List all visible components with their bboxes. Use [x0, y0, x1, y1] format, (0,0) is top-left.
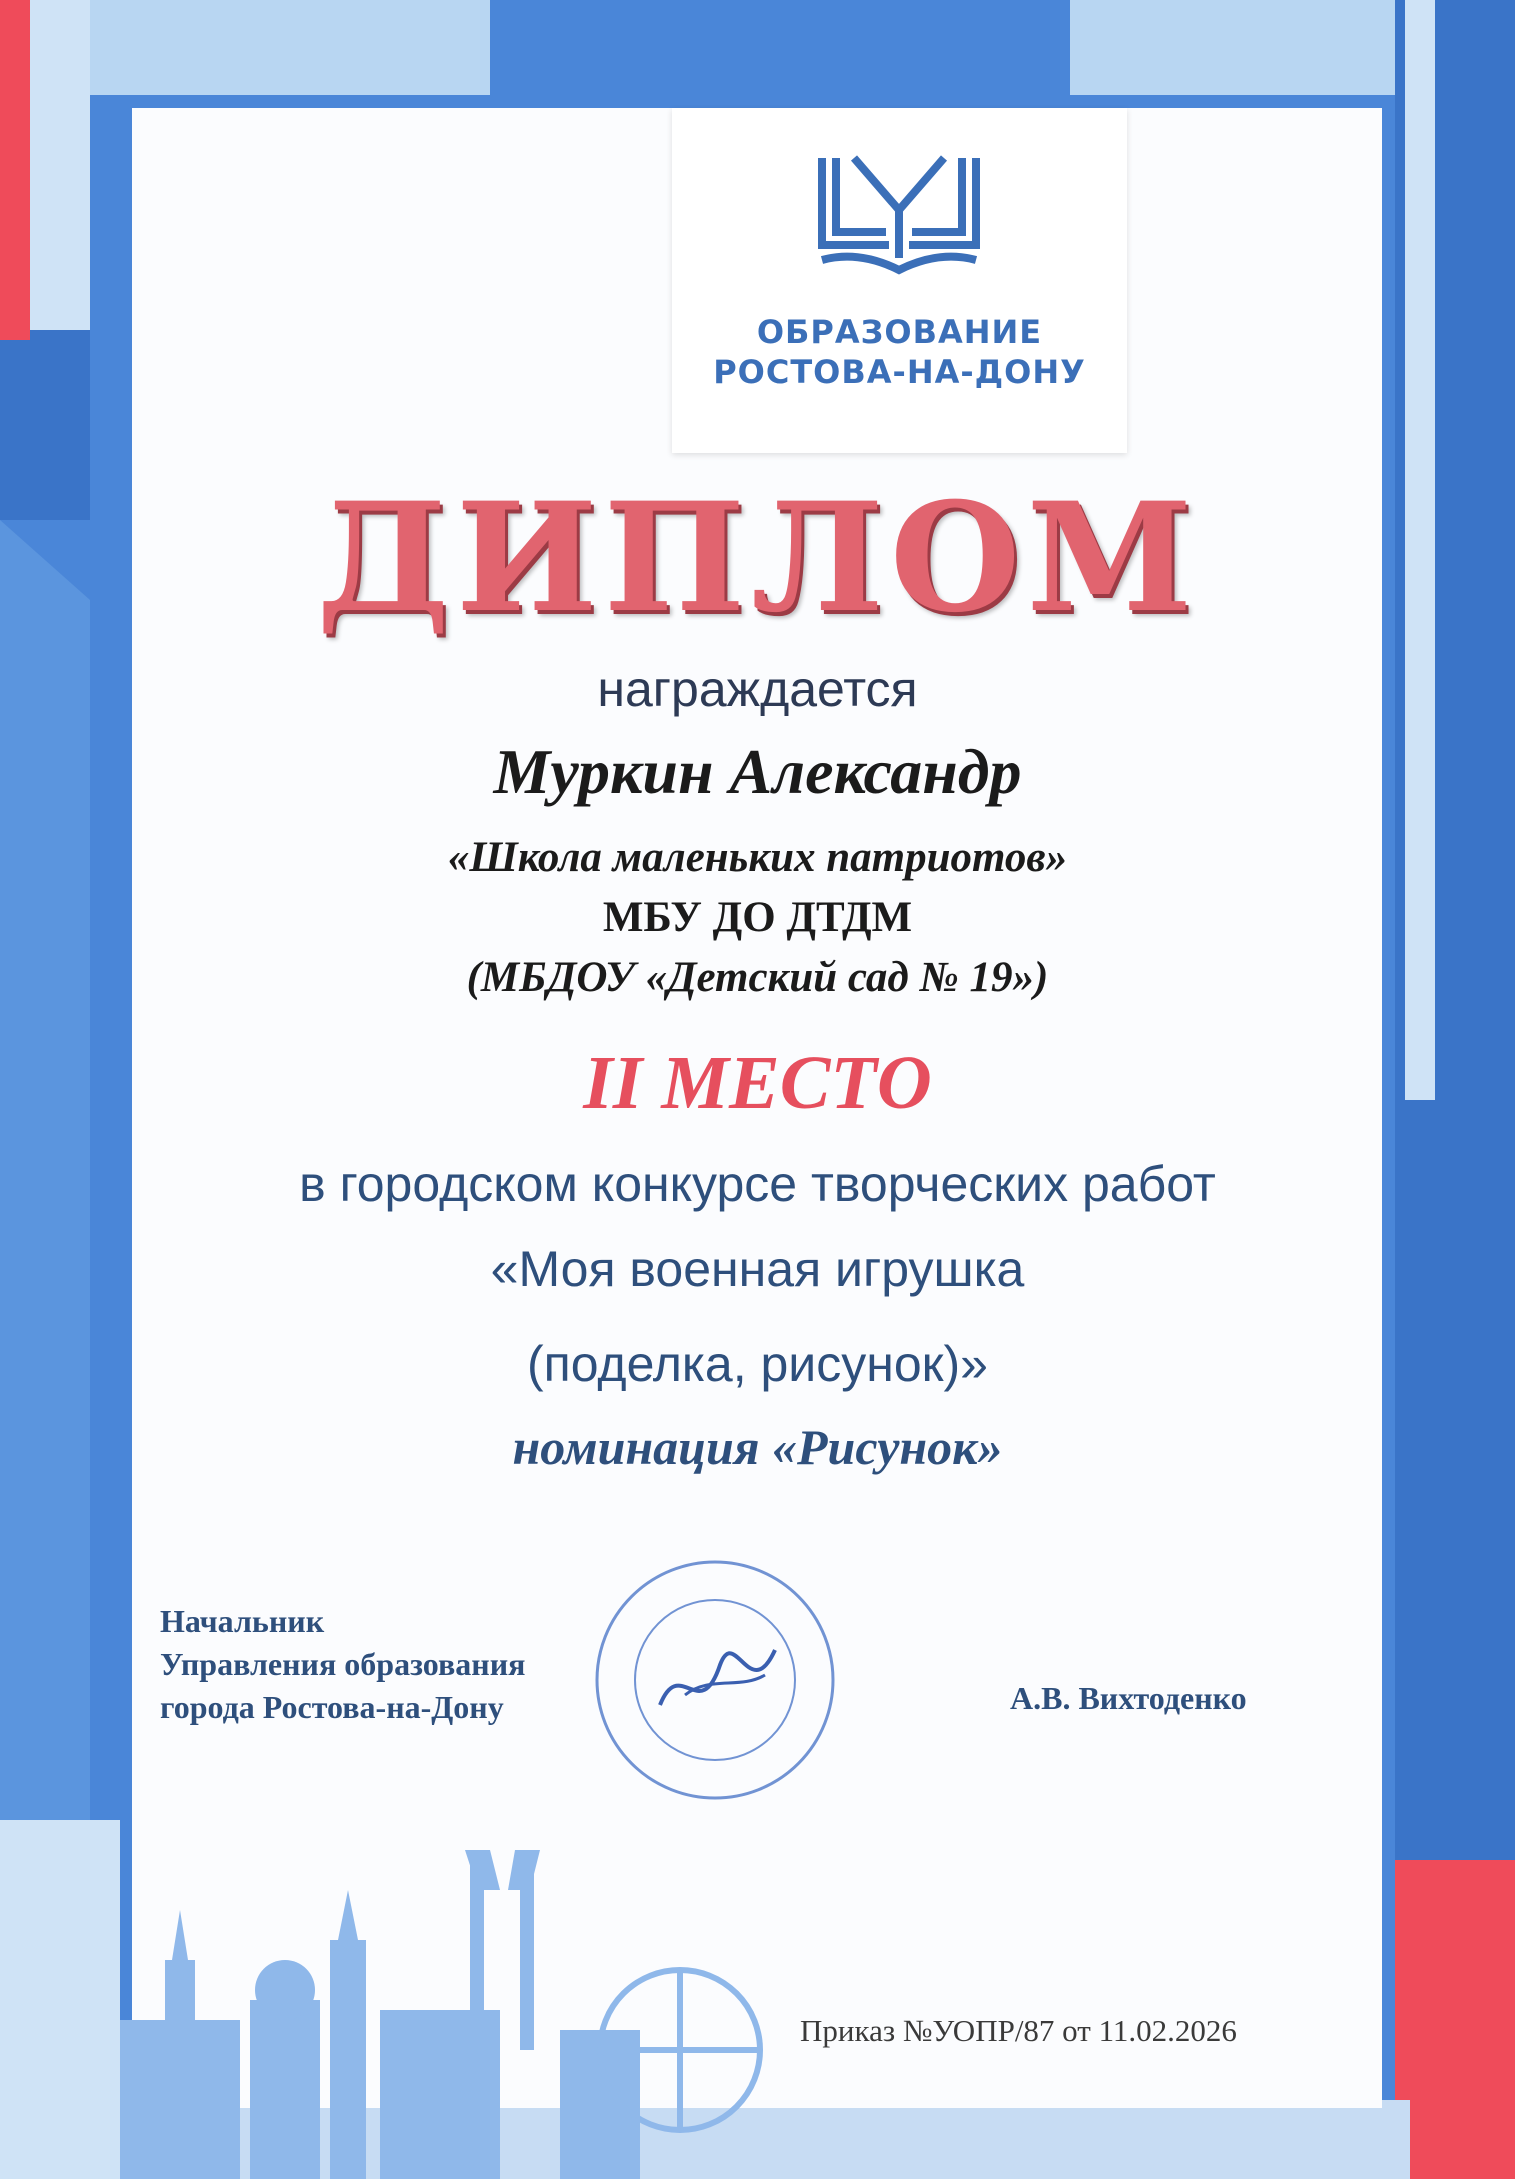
- award-place: II МЕСТО: [583, 1041, 932, 1125]
- contest-description: в городском конкурсе творческих работ: [299, 1156, 1216, 1212]
- book-logo-icon: [814, 150, 984, 290]
- recipient-organization-detail: (МБДОУ «Детский сад № 19»): [466, 954, 1049, 1001]
- signer-position-line-1: Начальник: [160, 1603, 325, 1639]
- recipient-group: «Школа маленьких патриотов»: [447, 834, 1068, 881]
- signer-position-line-2: Управления образования: [160, 1646, 526, 1682]
- diploma-title: ДИПЛОМ: [316, 470, 1199, 646]
- logo-panel: [672, 108, 1127, 453]
- signer-position: [160, 1600, 525, 1729]
- recipient-name: Муркин Александр: [493, 736, 1022, 807]
- awarded-label: награждается: [597, 661, 918, 717]
- signer-position-line-3: города Ростова-на-Дону: [160, 1689, 504, 1725]
- official-stamp-icon: [590, 1555, 840, 1805]
- recipient-organization: МБУ ДО ДТДМ: [602, 894, 913, 941]
- nomination: номинация «Рисунок»: [512, 1419, 1003, 1475]
- city-skyline-illustration: [0, 1850, 1515, 2179]
- contest-name-line-1: «Моя военная игрушка: [490, 1241, 1025, 1297]
- contest-name-line-2: (поделка, рисунок)»: [527, 1336, 988, 1392]
- logo-line-1: ОБРАЗОВАНИЕ: [756, 313, 1043, 351]
- signer-name: А.В. Вихтоденко: [1010, 1680, 1247, 1716]
- logo-line-2: РОСТОВА-НА-ДОНУ: [713, 353, 1086, 391]
- order-reference: Приказ №УОПР/87 от 11.02.2026: [800, 2013, 1237, 2048]
